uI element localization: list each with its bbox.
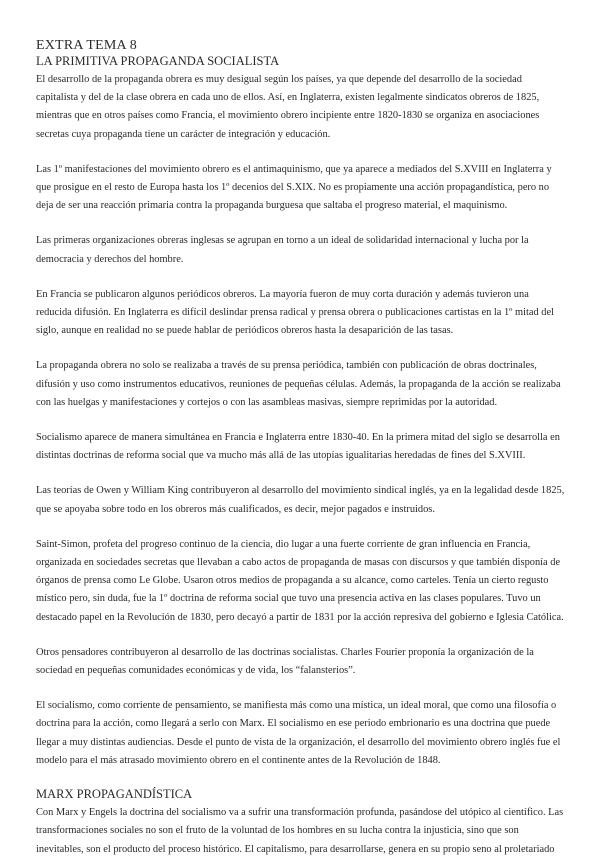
paragraph: Con Marx y Engels la doctrina del socialismo va a sufrir una transformación profunda, pasándose del utópico al científico. Las transformaciones sociales no son el fruto de la voluntad de los hombres en su lucha contra la injusticia, sino que son inevitables, son el producto del proceso histórico. El capitalismo, para desarrollarse, genera en su propio seno al proletariado bbox=[36, 807, 564, 855]
paragraph: Otros pensadores contribuyeron al desarrollo de las doctrinas socialistas. Charles Fourier proponía la organización de la sociedad en pequeñas comunidades económicas y de vida, los “falansterios”. bbox=[36, 646, 534, 677]
paragraph: Las primeras organizaciones obreras inglesas se agrupan en torno a un ideal de solidaridad internacional y lucha por la democracia y derechos del hombre. bbox=[36, 235, 529, 265]
paragraph: Las 1º manifestaciones del movimiento obrero es el antimaquinismo, que ya aparece a mediados del S.XVIII en Inglaterra y que prosigue en el resto de Europa hasta los 1º decenios del S.XIX. No es propiamente una acción propagandística, pero no deja de ser una reacción primaria contra la propaganda burguesa que saltaba el progreso material, el maquinismo. bbox=[36, 163, 552, 212]
paragraph: Las teorías de Owen y William King contribuyeron al desarrollo del movimiento sindical inglés, ya en la legalidad desde 1825, que se apoyaba sobre todo en los obreros más cualificados, es decir, mejor pagados e instruidos. bbox=[36, 485, 565, 515]
section-title: MARX PROPAGANDÍSTICA bbox=[36, 787, 193, 802]
paragraph: Socialismo aparece de manera simultánea en Francia e Inglaterra entre 1830-40. En la primera mitad del siglo se desarrolla en distintas doctrinas de reforma social que va mucho más allá de las utopías igualitarias heredadas de fines del S.XVIII. bbox=[36, 432, 560, 462]
paragraph: El socialismo, como corriente de pensamiento, se manifiesta más como una mística, un ideal moral, que como una filosofía o doctrina para la acción, como llegará a serlo con Marx. El socialismo en ese periodo embrionario es una doctrina que puede llegar a muy distintas audiencias. Desde el punto de vista de la organización, el desarrollo del movimiento obrero inglés fue el modelo para el más atrasado movimiento obrero en el continente antes de la Revolución de 1848. bbox=[36, 700, 561, 766]
document-title: EXTRA TEMA 8 bbox=[36, 38, 137, 53]
paragraph: En Francia se publicaron algunos periódicos obreros. La mayoría fueron de muy corta duración y además tuvieron una reducida difusión. En Inglaterra es difícil deslindar prensa radical y prensa obrera o publicaciones cartistas en la 1º mitad del siglo, aunque en realidad no se puede hablar de periódicos obreros hasta la desaparición de las tasas. bbox=[36, 288, 554, 337]
paragraph: Saint-Simon, profeta del progreso continuo de la ciencia, dio lugar a una fuerte corriente de gran influencia en Francia, organizada en sociedades secretas que llevaban a cabo actos de propaganda de masas con discursos y que también disponía de órganos de prensa como Le Globe. Usaron otros medios de propaganda a su alcance, como carteles. Tenía un cierto regusto místico pero, sin duda, fue la 1º doctrina de reforma social que tuvo una presencia activa en las clases populares. Tuvo un destacado papel en la Revolución de 1830, pero decayó a partir de 1831 por la acción represiva del gobierno e Iglesia Católica. bbox=[36, 538, 564, 623]
paragraph: La propaganda obrera no solo se realizaba a través de su prensa periódica, también con publicación de obras doctrinales, difusión y uso como instrumentos educativos, reuniones de pequeñas células. Además, la propaganda de la acción se realizaba con las huelgas y manifestaciones y cortejos o con las asambleas masivas, siempre reprimidas por la autoridad. bbox=[36, 360, 561, 408]
paragraph: El desarrollo de la propaganda obrera es muy desigual según los países, ya que depende del desarrollo de la sociedad capitalista y del de la clase obrera en cada uno de ellos. Así, en Inglaterra, existen legalmente sindicatos obreros de 1825, mientras que en otros países como Francia, el movimiento obrero incipiente entre 1820-1830 se organiza en asociaciones secretas cuya propaganda tiene un carácter de integración y educación. bbox=[36, 74, 540, 140]
section-title: LA PRIMITIVA PROPAGANDA SOCIALISTA bbox=[36, 54, 280, 68]
